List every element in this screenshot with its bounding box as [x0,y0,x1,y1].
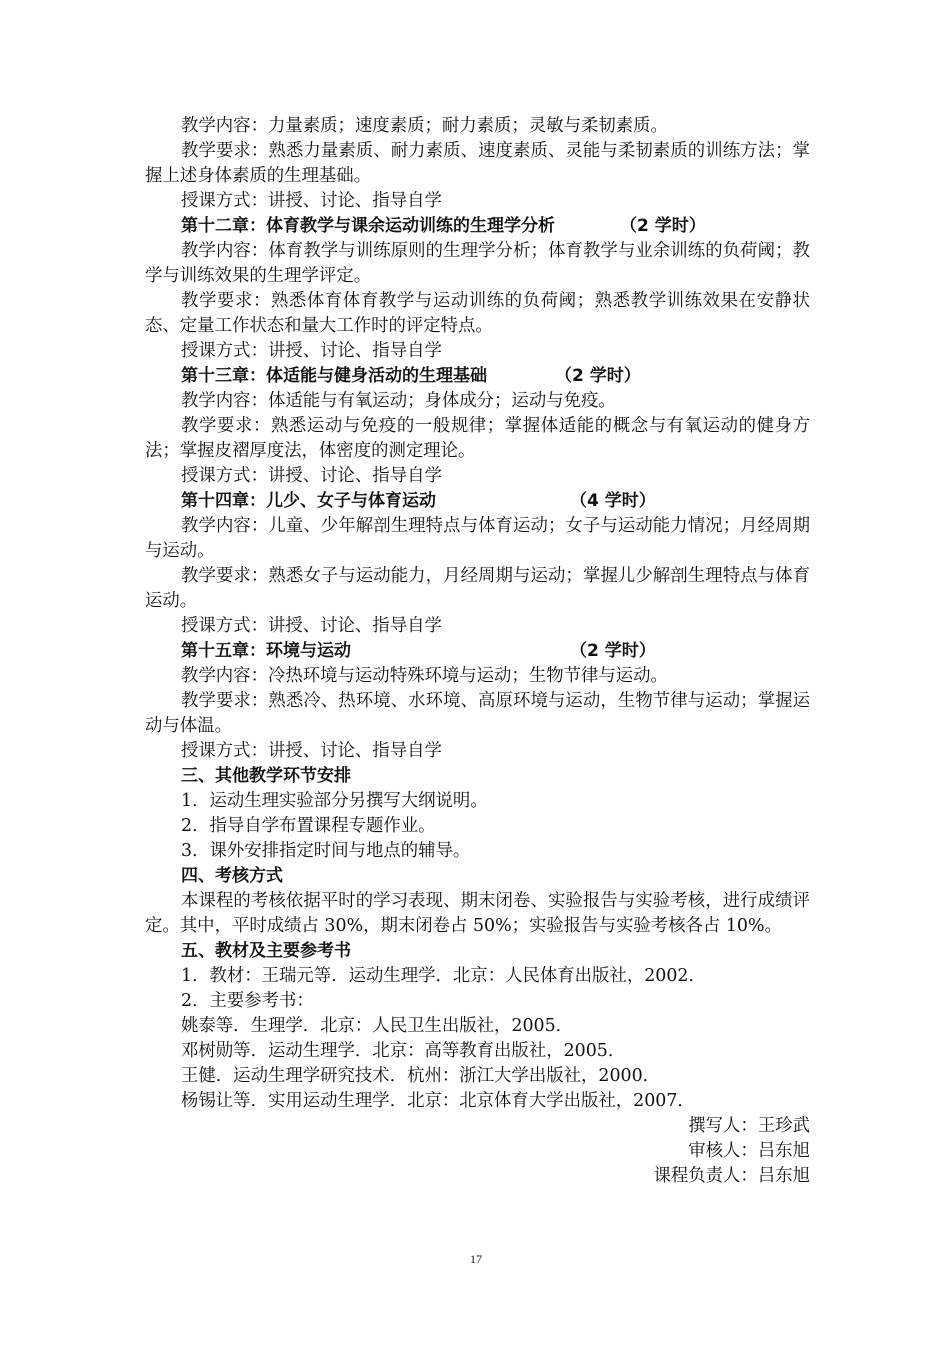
paragraph: 授课方式：讲授、讨论、指导自学 [181,466,442,486]
paragraph: 教学要求：熟悉体育体育教学与运动训练的负荷阈；熟悉教学训练效果在安静状态、定量工作状态和量大工作时的评定特点。 [145,291,810,336]
chapter-hours: （2 学时） [620,216,706,236]
section-heading: 四、考核方式 [181,866,283,886]
document-body [145,114,810,1189]
list-item: 邓树勋等．运动生理学．北京：高等教育出版社，2005． [181,1041,626,1061]
paragraph: 授课方式：讲授、讨论、指导自学 [181,191,442,211]
chapter-title: 第十四章：儿少、女子与体育运动 [181,491,436,511]
paragraph: 教学内容：力量素质；速度素质；耐力素质；灵敏与柔韧素质。 [181,116,668,136]
list-item: 2．指导自学布置课程专题作业。 [181,816,436,836]
paragraph: 教学内容：冷热环境与运动特殊环境与运动；生物节律与运动。 [181,666,668,686]
signature-line: 审核人：吕东旭 [688,1141,810,1161]
paragraph: 教学内容：体育教学与训练原则的生理学分析；体育教学与业余训练的负荷阈；教学与训练效果的生理学评定。 [145,241,810,286]
paragraph: 本课程的考核依据平时的学习表现、期末闭卷、实验报告与实验考核，进行成绩评定。其中，平时成绩占 30%，期末闭卷占 50%；实验报告与实验考核各占 10%。 [145,891,810,936]
paragraph: 教学要求：熟悉力量素质、耐力素质、速度素质、灵能与柔韧素质的训练方法；掌握上述身体素质的生理基础。 [145,141,810,186]
chapter-hours: （2 学时） [570,641,656,661]
list-item: 杨锡让等．实用运动生理学．北京：北京体育大学出版社，2007． [181,1091,695,1111]
page-number: 17 [470,1252,482,1266]
section-heading: 五、教材及主要参考书 [181,941,351,961]
paragraph: 授课方式：讲授、讨论、指导自学 [181,741,442,761]
list-item: 王健．运动生理学研究技术．杭州：浙江大学出版社，2000． [181,1066,661,1086]
paragraph: 教学要求：熟悉运动与免疫的一般规律；掌握体适能的概念与有氧运动的健身方法；掌握皮褶厚度法，体密度的测定理论。 [145,416,810,461]
paragraph: 授课方式：讲授、讨论、指导自学 [181,616,442,636]
list-item: 3．课外安排指定时间与地点的辅导。 [181,841,471,861]
list-item: 2．主要参考书： [181,991,314,1011]
chapter-heading [145,214,810,239]
signature-line: 课程负责人：吕东旭 [653,1166,810,1186]
paragraph: 教学要求：熟悉冷、热环境、水环境、高原环境与运动，生物节律与运动；掌握运动与体温。 [145,691,810,736]
chapter-title: 第十五章：环境与运动 [181,641,351,661]
chapter-hours: （4 学时） [570,491,656,511]
section-heading: 三、其他教学环节安排 [181,766,351,786]
chapter-title: 第十三章：体适能与健身活动的生理基础 [181,366,487,386]
paragraph: 教学内容：体适能与有氧运动；身体成分；运动与免疫。 [181,391,616,411]
list-item: 1．教材：王瑞元等．运动生理学．北京：人民体育出版社，2002． [181,966,706,986]
chapter-heading [145,364,810,389]
paragraph: 教学内容：儿童、少年解剖生理特点与体育运动；女子与运动能力情况；月经周期与运动。 [145,516,810,561]
chapter-hours: （2 学时） [555,366,641,386]
list-item: 1．运动生理实验部分另撰写大纲说明。 [181,791,488,811]
paragraph: 教学要求：熟悉女子与运动能力，月经周期与运动；掌握儿少解剖生理特点与体育运动。 [145,566,810,611]
chapter-title: 第十二章：体育教学与课余运动训练的生理学分析 [181,216,555,236]
list-item: 姚泰等．生理学．北京：人民卫生出版社，2005． [181,1016,574,1036]
signature-line: 撰写人：王珍武 [688,1116,810,1136]
chapter-heading [145,489,810,514]
paragraph: 授课方式：讲授、讨论、指导自学 [181,341,442,361]
chapter-heading [145,639,810,664]
